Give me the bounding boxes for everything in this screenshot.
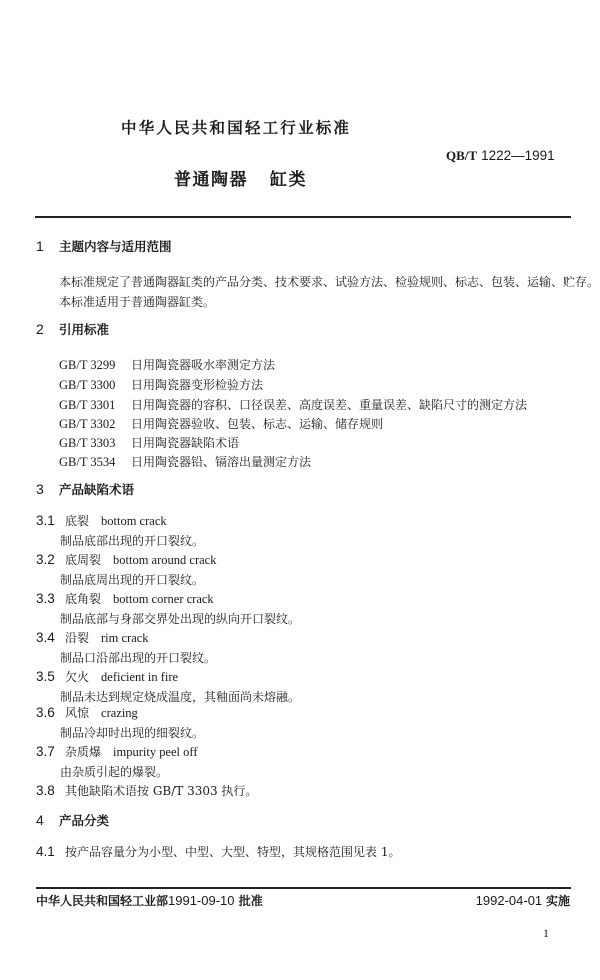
reference-title: 日用陶瓷器的容积、口径误差、高度误差、重量误差、缺陷尺寸的测定方法 xyxy=(131,398,528,412)
term-english: bottom crack xyxy=(101,514,167,528)
approval-line xyxy=(36,892,263,909)
term-3-5 xyxy=(36,668,178,685)
section-1-heading xyxy=(36,237,172,255)
term-english: bottom around crack xyxy=(113,553,217,567)
title-part-2: 缸类 xyxy=(270,170,307,190)
term-definition: 制品底周出现的开口裂纹。 xyxy=(60,573,205,587)
clause-4-1 xyxy=(36,843,400,860)
document-title xyxy=(174,165,307,190)
reference-item xyxy=(59,415,383,432)
reference-item xyxy=(59,396,527,413)
term-3-7 xyxy=(36,743,198,760)
term-number: 3.6 xyxy=(36,705,55,720)
section-number: 3 xyxy=(36,481,44,497)
term-definition: 制品未达到规定烧成温度，其釉面尚未熔融。 xyxy=(60,690,301,704)
term-chinese: 底周裂 xyxy=(65,553,102,567)
term-3-4 xyxy=(36,629,149,646)
section-number: 1 xyxy=(36,238,44,254)
term-number: 3.3 xyxy=(36,591,55,606)
reference-code: GB/T 3303 xyxy=(59,436,116,450)
term-english: crazing xyxy=(101,706,138,720)
term-number: 3.5 xyxy=(36,669,55,684)
term-definition: 制品冷却时出现的细裂纹。 xyxy=(60,726,205,740)
issuing-organization: 中华人民共和国轻工行业标准 xyxy=(121,119,352,137)
reference-item xyxy=(59,434,239,451)
reference-title: 日用陶瓷器变形检验方法 xyxy=(131,378,264,392)
term-number: 3.1 xyxy=(36,513,55,528)
reference-title: 日用陶瓷器铅、镉溶出量测定方法 xyxy=(131,455,312,469)
approval-org: 中华人民共和国轻工业部 xyxy=(36,894,169,908)
standard-prefix: QB/T xyxy=(446,148,478,163)
clause-number: 4.1 xyxy=(36,844,55,859)
reference-code: GB/T 3301 xyxy=(59,398,116,412)
term-number: 3.7 xyxy=(36,744,55,759)
reference-item xyxy=(59,356,275,373)
section-1-paragraph-1: 本标准规定了普通陶器缸类的产品分类、技术要求、试验方法、检验规则、标志、包装、运输、贮存。 xyxy=(59,275,600,289)
effective-label: 实施 xyxy=(545,894,570,908)
reference-code: GB/T 3534 xyxy=(59,455,116,469)
reference-code: GB/T 3302 xyxy=(59,417,116,431)
term-english: deficient in fire xyxy=(101,670,179,684)
term-chinese: 底角裂 xyxy=(65,592,102,606)
term-3-6 xyxy=(36,704,138,721)
effective-date: 1992-04-01 xyxy=(475,893,543,908)
term-english: impurity peel off xyxy=(113,745,198,759)
standard-number: 1222—1991 xyxy=(481,148,555,163)
term-number: 3.2 xyxy=(36,552,55,567)
term-english: bottom corner crack xyxy=(113,592,214,606)
section-title: 引用标准 xyxy=(59,322,110,337)
section-title: 主题内容与适用范围 xyxy=(59,239,172,254)
section-1-paragraph-2: 本标准适用于普通陶器缸类。 xyxy=(59,295,216,309)
term-chinese: 杂质爆 xyxy=(65,745,102,759)
term-3-2 xyxy=(36,551,216,568)
term-number: 3.4 xyxy=(36,630,55,645)
section-3-heading xyxy=(36,480,134,498)
term-chinese: 沿裂 xyxy=(65,631,90,645)
term-definition: 制品底部与身部交界处出现的纵向开口裂纹。 xyxy=(60,612,301,626)
reference-item xyxy=(59,376,263,393)
section-2-heading xyxy=(36,320,109,338)
term-3-1 xyxy=(36,512,167,529)
term-3-8 xyxy=(36,782,257,799)
header-divider xyxy=(35,216,571,218)
term-number: 3.8 xyxy=(36,783,55,798)
footer-divider xyxy=(36,887,571,889)
term-text: 其他缺陷术语按 GB/T 3303 执行。 xyxy=(65,784,258,798)
section-title: 产品分类 xyxy=(59,813,110,828)
standard-code xyxy=(446,148,555,164)
reference-item xyxy=(59,453,311,470)
section-4-heading xyxy=(36,811,109,829)
term-chinese: 风惊 xyxy=(65,706,90,720)
term-chinese: 欠火 xyxy=(65,670,90,684)
reference-code: GB/T 3300 xyxy=(59,378,116,392)
term-definition: 制品口沿部出现的开口裂纹。 xyxy=(60,651,217,665)
approval-date: 1991-09-10 xyxy=(168,893,235,908)
term-chinese: 底裂 xyxy=(65,514,90,528)
effective-line xyxy=(476,892,570,909)
term-definition: 制品底部出现的开口裂纹。 xyxy=(60,534,205,548)
clause-text: 按产品容量分为小型、中型、大型、特型，其规格范围见表 1。 xyxy=(65,845,401,859)
term-definition: 由杂质引起的爆裂。 xyxy=(60,765,169,779)
term-english: rim crack xyxy=(101,631,149,645)
term-3-3 xyxy=(36,590,214,607)
section-number: 2 xyxy=(36,321,44,337)
section-number: 4 xyxy=(36,812,44,828)
reference-title: 日用陶瓷器验收、包装、标志、运输、储存规则 xyxy=(131,417,384,431)
section-title: 产品缺陷术语 xyxy=(59,482,135,497)
title-part-1: 普通陶器 xyxy=(174,170,248,190)
page-number: 1 xyxy=(543,926,549,940)
reference-title: 日用陶瓷器吸水率测定方法 xyxy=(131,358,276,372)
reference-title: 日用陶瓷器缺陷术语 xyxy=(131,436,240,450)
approval-label: 批准 xyxy=(238,894,263,908)
reference-code: GB/T 3299 xyxy=(59,358,116,372)
